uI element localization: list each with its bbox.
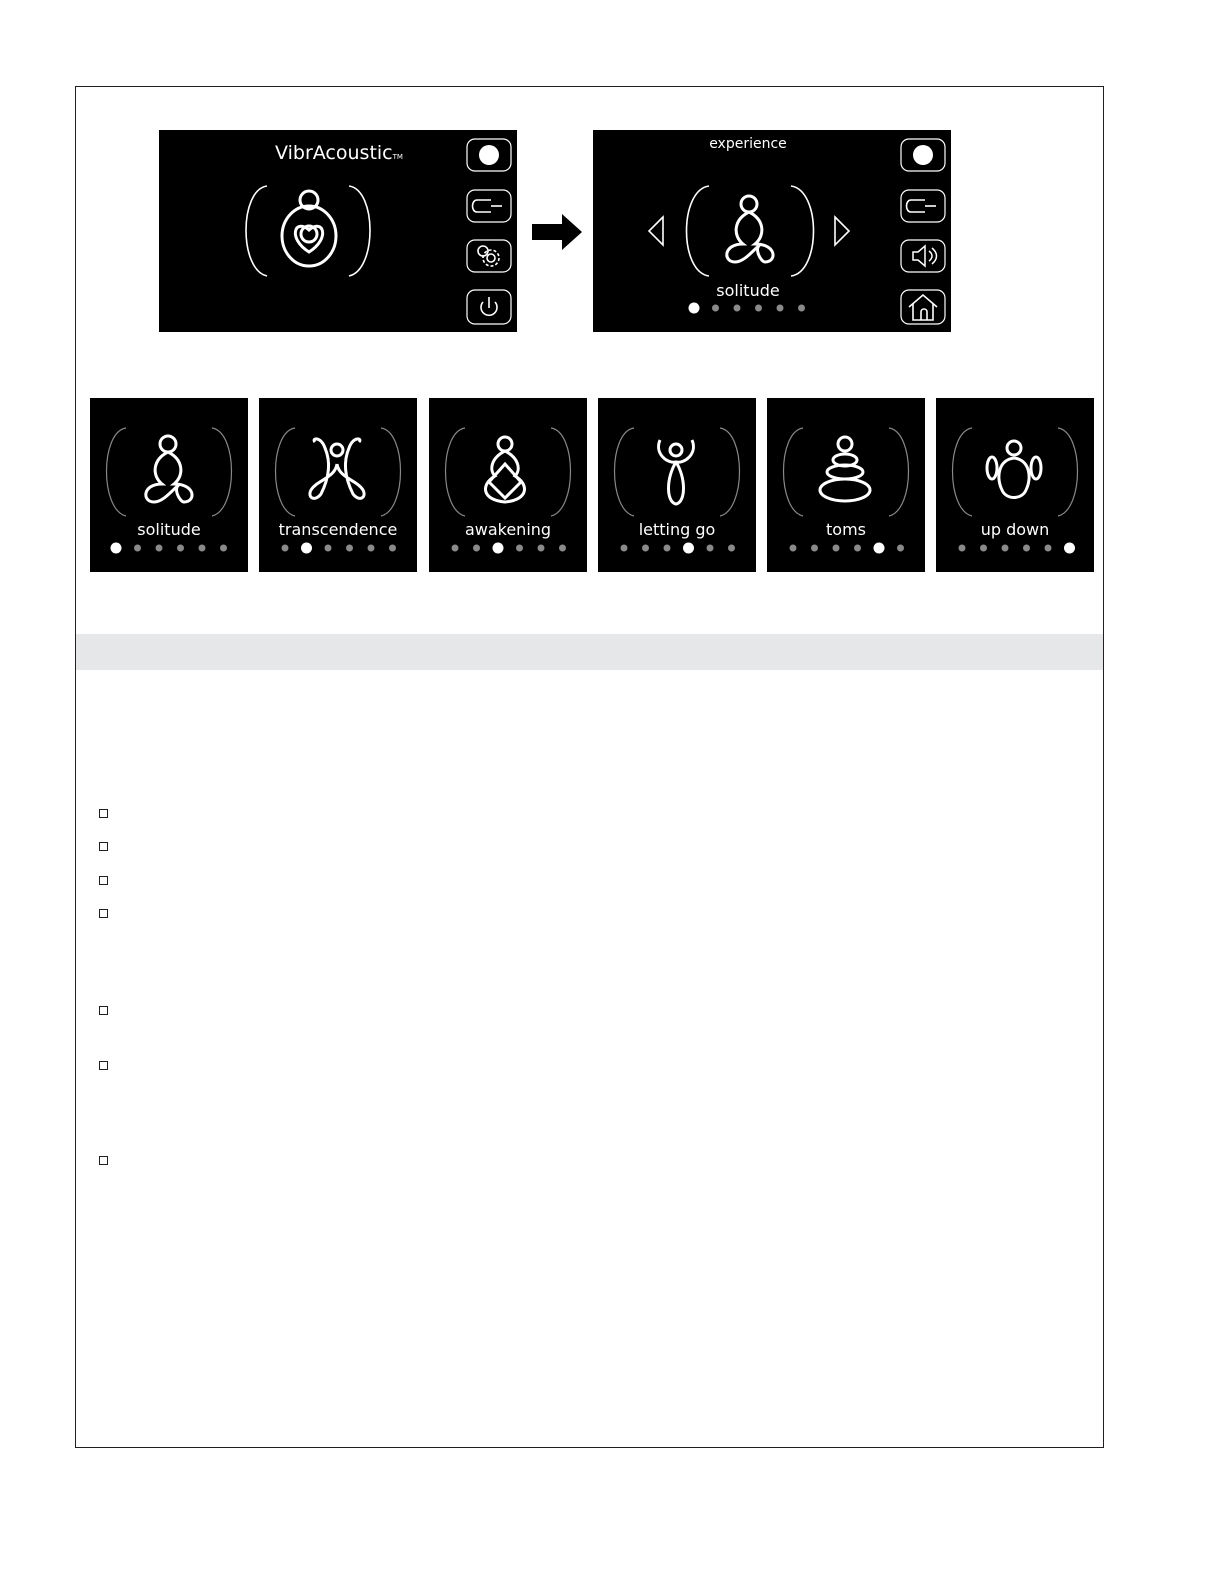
page-dot[interactable] bbox=[728, 545, 735, 552]
page-dot[interactable] bbox=[707, 545, 714, 552]
page-dot-active[interactable] bbox=[683, 543, 694, 554]
page-dot[interactable] bbox=[664, 545, 671, 552]
checkbox-bullet bbox=[99, 842, 108, 851]
record-button[interactable] bbox=[901, 139, 945, 171]
frame-brackets bbox=[276, 428, 401, 516]
page-dot[interactable] bbox=[538, 545, 545, 552]
up-down-figure-icon bbox=[987, 441, 1041, 498]
plug-icon bbox=[907, 200, 937, 212]
solitude-figure-icon bbox=[146, 436, 192, 502]
home-screen bbox=[159, 130, 517, 332]
page-dot[interactable] bbox=[177, 545, 184, 552]
page-dot[interactable] bbox=[734, 305, 741, 312]
previous-arrow-button[interactable] bbox=[649, 217, 663, 245]
page-dot[interactable] bbox=[452, 545, 459, 552]
page-dots bbox=[111, 543, 228, 554]
home-button[interactable] bbox=[901, 290, 945, 324]
experience-label: up down bbox=[980, 520, 1050, 539]
settings-button[interactable] bbox=[467, 240, 511, 272]
experience-screen-graphics bbox=[593, 130, 951, 332]
checkbox-bullet bbox=[99, 1006, 108, 1015]
checkbox-bullet bbox=[99, 876, 108, 885]
experience-label: letting go bbox=[638, 520, 716, 539]
page-dot[interactable] bbox=[325, 545, 332, 552]
page-dot[interactable] bbox=[282, 545, 289, 552]
page-dots bbox=[282, 543, 397, 554]
chevron-right-icon bbox=[835, 217, 849, 245]
home-screen-graphics bbox=[159, 130, 517, 332]
page-dot[interactable] bbox=[134, 545, 141, 552]
page-dots bbox=[790, 543, 905, 554]
page-dot[interactable] bbox=[516, 545, 523, 552]
page-dot[interactable] bbox=[156, 545, 163, 552]
page-dot[interactable] bbox=[1023, 545, 1030, 552]
frame-brackets bbox=[107, 428, 232, 516]
page-dot[interactable] bbox=[833, 545, 840, 552]
card-graphics bbox=[90, 398, 248, 572]
power-icon bbox=[481, 297, 497, 315]
speaker-icon bbox=[913, 246, 937, 266]
page-dot[interactable] bbox=[980, 545, 987, 552]
checkbox-bullet bbox=[99, 909, 108, 918]
settings-gears-icon bbox=[478, 246, 499, 266]
page-dot[interactable] bbox=[473, 545, 480, 552]
page-dot[interactable] bbox=[798, 305, 805, 312]
page-dot[interactable] bbox=[346, 545, 353, 552]
experience-title: experience bbox=[709, 136, 787, 152]
page-dot-active[interactable] bbox=[111, 543, 122, 554]
experience-label: toms bbox=[826, 520, 866, 539]
page-dot[interactable] bbox=[642, 545, 649, 552]
page-dot-active[interactable] bbox=[301, 543, 312, 554]
experience-label: solitude bbox=[137, 520, 201, 539]
section-header-band bbox=[76, 634, 1103, 670]
experience-card-up-down[interactable] bbox=[936, 398, 1094, 572]
card-graphics bbox=[259, 398, 417, 572]
page-dot-active[interactable] bbox=[689, 303, 700, 314]
checkbox-bullet bbox=[99, 1156, 108, 1165]
experience-card-solitude[interactable] bbox=[90, 398, 248, 572]
record-button[interactable] bbox=[467, 139, 511, 171]
awakening-figure-icon bbox=[486, 437, 525, 502]
page-dot[interactable] bbox=[790, 545, 797, 552]
page-dot[interactable] bbox=[1002, 545, 1009, 552]
toms-figure-icon bbox=[820, 437, 870, 501]
experience-card-toms[interactable] bbox=[767, 398, 925, 572]
page-dot[interactable] bbox=[854, 545, 861, 552]
checkbox-bullet bbox=[99, 809, 108, 818]
page-dot[interactable] bbox=[220, 545, 227, 552]
selected-experience-label: solitude bbox=[716, 281, 780, 300]
card-graphics bbox=[936, 398, 1094, 572]
experience-label: transcendence bbox=[278, 520, 398, 539]
experience-screen bbox=[593, 130, 951, 332]
card-graphics bbox=[429, 398, 587, 572]
plug-icon bbox=[473, 200, 503, 212]
page-dot[interactable] bbox=[199, 545, 206, 552]
page-dot-active[interactable] bbox=[874, 543, 885, 554]
page-dot[interactable] bbox=[755, 305, 762, 312]
letting-go-figure-icon bbox=[659, 440, 694, 504]
page-dot[interactable] bbox=[959, 545, 966, 552]
card-graphics bbox=[767, 398, 925, 572]
page-dot[interactable] bbox=[777, 305, 784, 312]
volume-button[interactable] bbox=[901, 240, 945, 272]
frame-brackets bbox=[784, 428, 909, 516]
page-dot[interactable] bbox=[897, 545, 904, 552]
page-dots bbox=[959, 543, 1076, 554]
home-icon bbox=[909, 295, 937, 320]
input-plug-button[interactable] bbox=[467, 190, 511, 222]
page-dot[interactable] bbox=[368, 545, 375, 552]
right-arrow-icon bbox=[530, 212, 584, 252]
experience-label: awakening bbox=[464, 520, 552, 539]
page-dot-active[interactable] bbox=[493, 543, 504, 554]
page-dot-active[interactable] bbox=[1064, 543, 1075, 554]
experience-card-transcendence[interactable] bbox=[259, 398, 417, 572]
page-dot[interactable] bbox=[811, 545, 818, 552]
experience-card-awakening[interactable] bbox=[429, 398, 587, 572]
trademark: TM bbox=[392, 153, 403, 161]
solitude-figure-icon bbox=[727, 196, 773, 262]
page-dot[interactable] bbox=[389, 545, 396, 552]
input-plug-button[interactable] bbox=[901, 190, 945, 222]
mother-child-logo-icon bbox=[282, 191, 336, 266]
page-dots bbox=[452, 543, 567, 554]
page-dot[interactable] bbox=[559, 545, 566, 552]
page-dot[interactable] bbox=[1045, 545, 1052, 552]
next-arrow-button[interactable] bbox=[835, 217, 849, 245]
card-graphics bbox=[598, 398, 756, 572]
record-icon bbox=[913, 145, 933, 165]
transcendence-figure-icon bbox=[310, 439, 364, 498]
page-dots bbox=[621, 543, 736, 554]
page-dot[interactable] bbox=[621, 545, 628, 552]
center-frame-brackets bbox=[687, 186, 814, 276]
chevron-left-icon bbox=[649, 217, 663, 245]
page-dots bbox=[689, 303, 806, 314]
experience-card-letting-go[interactable] bbox=[598, 398, 756, 572]
page-dot[interactable] bbox=[712, 305, 719, 312]
brand-name: VibrAcoustic bbox=[275, 142, 393, 164]
record-icon bbox=[479, 145, 499, 165]
checkbox-bullet bbox=[99, 1061, 108, 1070]
power-button[interactable] bbox=[467, 290, 511, 324]
